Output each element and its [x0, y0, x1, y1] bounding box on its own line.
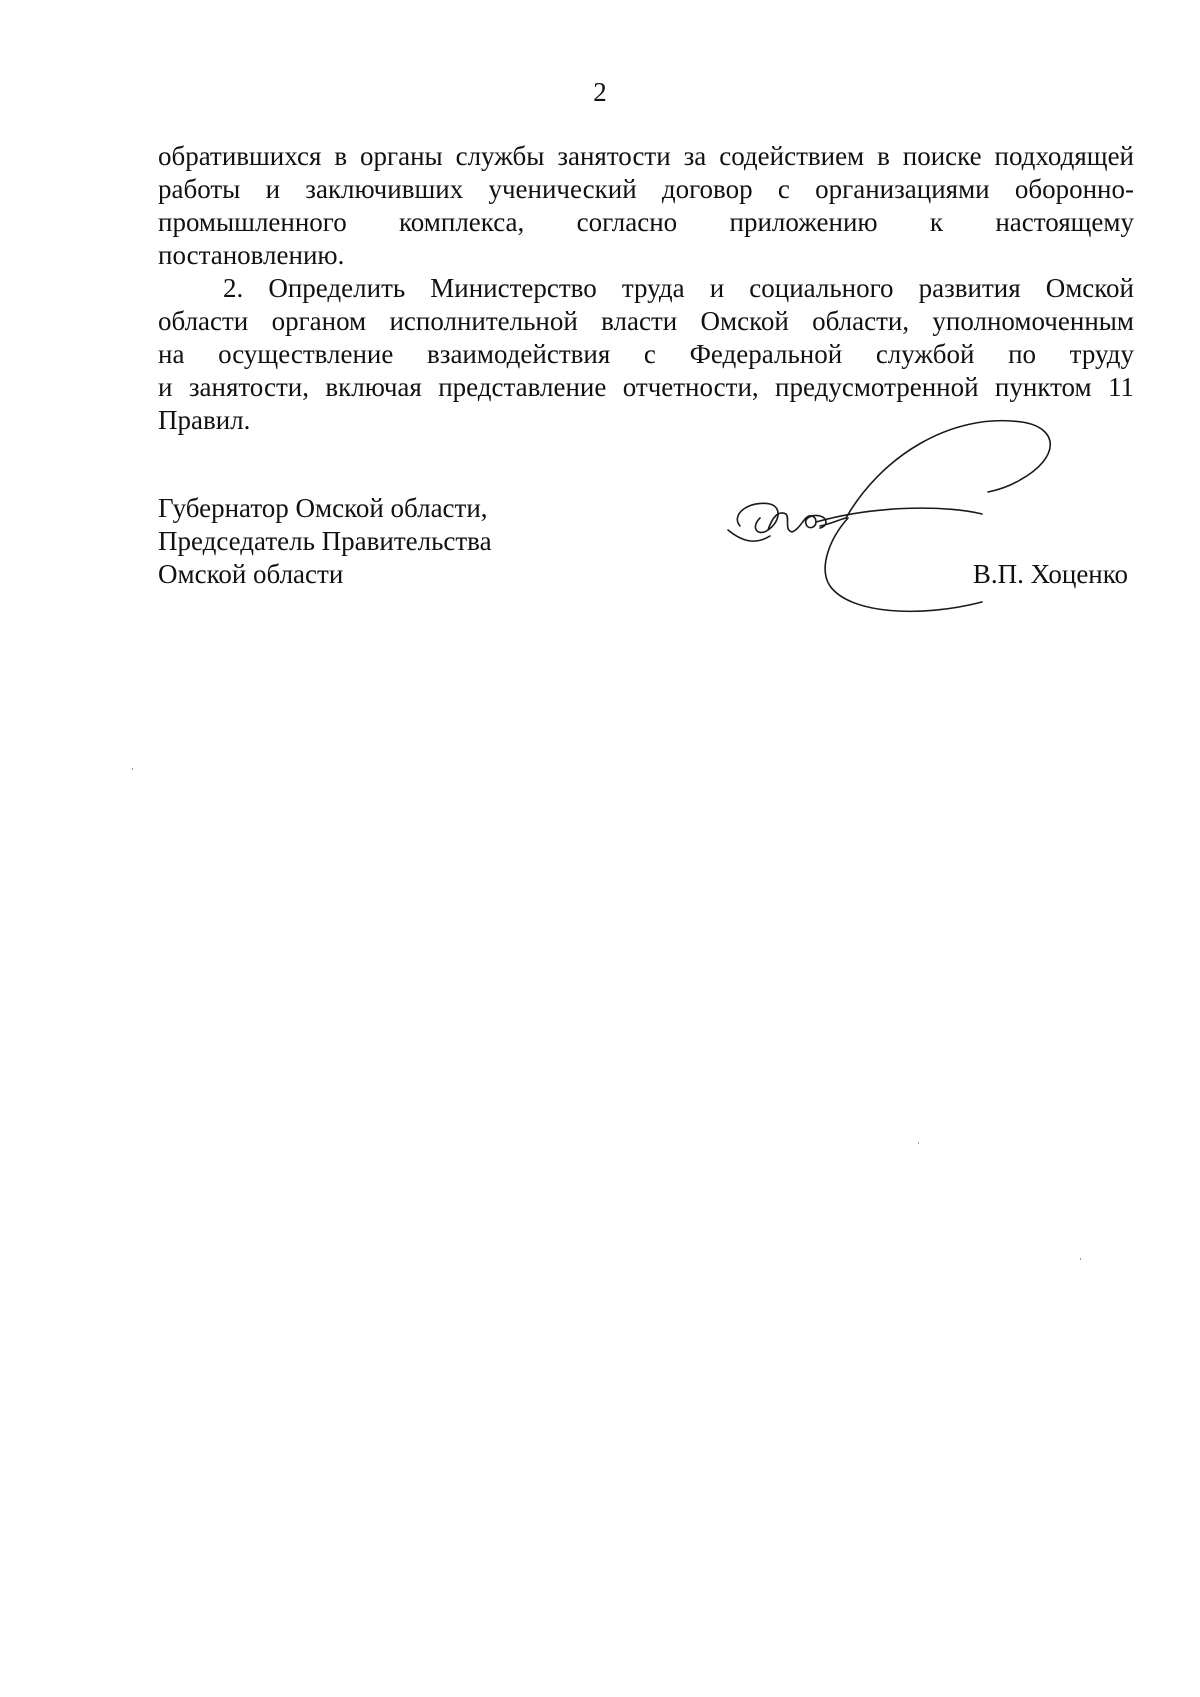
text-line: обратившихся в органы службы занятости за содействием в поиске подходящей — [158, 141, 1134, 171]
scan-speck — [1080, 1258, 1081, 1260]
paragraph-continuation — [158, 140, 1134, 272]
position-line: Губернатор Омской области, — [158, 493, 488, 523]
text-line: области органом исполнительной власти Омской области, уполномоченным — [158, 306, 1134, 336]
text-line: на осуществление взаимодействия с Федеральной службой по труду — [158, 339, 1134, 369]
text-line: постановлению. — [158, 240, 345, 270]
text-line: работы и заключивших ученический договор с организациями оборонно- — [158, 174, 1134, 204]
signer-name: В.П. Хоценко — [972, 559, 1128, 589]
paragraph-item-2 — [158, 272, 1134, 437]
text-line: промышленного комплекса, согласно приложению к настоящему — [158, 207, 1134, 237]
document-body — [158, 140, 1134, 437]
handwritten-signature — [720, 418, 1140, 628]
signatory-position — [158, 492, 492, 591]
position-line: Председатель Правительства — [158, 526, 492, 556]
page-number: 2 — [593, 77, 607, 107]
text-line: Правил. — [158, 405, 251, 435]
scan-speck — [132, 768, 133, 770]
text-line: и занятости, включая представление отчетности, предусмотренной пунктом 11 — [158, 372, 1134, 402]
position-line: Омской области — [158, 559, 344, 589]
text-line: 2. Определить Министерство труда и социального развития Омской — [223, 273, 1134, 303]
scan-speck — [918, 1142, 919, 1144]
